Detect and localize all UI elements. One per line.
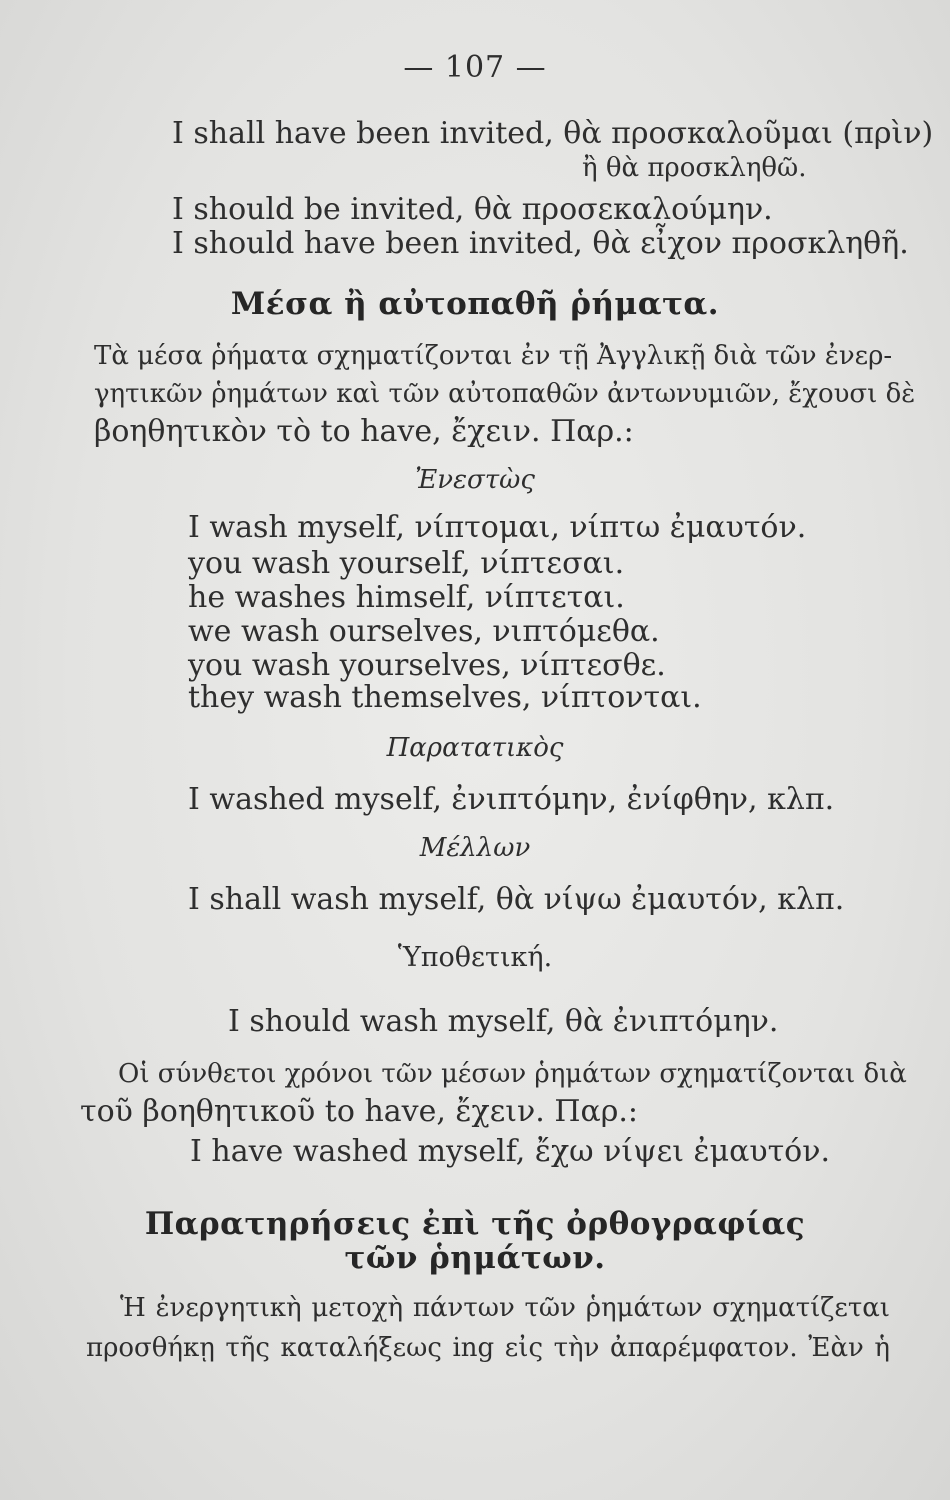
- section-heading: Μέσα ἢ αὐτοπαθῆ ῥήματα.: [230, 286, 720, 322]
- paragraph-line: προσθήκῃ τῆς καταλήξεως ing εἰς τὴν ἀπαρέμφατον. Ἐὰν ἡ: [86, 1333, 890, 1363]
- paragraph-line: γητικῶν ῥημάτων καὶ τῶν αὐτοπαθῶν ἀντωνυμιῶν, ἔχουσι δὲ: [94, 379, 916, 409]
- conjugation-line: they wash themselves, νίπτονται.: [188, 680, 702, 715]
- conjugation-line: you wash yourselves, νίπτεσθε.: [188, 648, 666, 683]
- paragraph-line: βοηθητικὸν τὸ to have, ἔχειν. Παρ.:: [94, 414, 634, 449]
- conjugation-line: you wash yourself, νίπτεσαι.: [188, 546, 625, 581]
- conjugation-line: he washes himself, νίπτεται.: [188, 580, 625, 615]
- paragraph-line: Ἡ ἐνεργητικὴ μετοχὴ πάντων τῶν ῥημάτων σχηματίζεται: [120, 1293, 890, 1323]
- text-line: I should have been invited, θὰ εἶχον προσκληθῆ.: [172, 226, 909, 261]
- paragraph-line: Τὰ μέσα ῥήματα σχηματίζονται ἐν τῇ Ἀγγλικῇ διὰ τῶν ἐνερ-: [94, 341, 893, 371]
- conjugation-line: we wash ourselves, νιπτόμεθα.: [188, 614, 660, 649]
- tense-heading: Παρατατικὸς: [386, 733, 564, 763]
- text-line: I should be invited, θὰ προσεκαλούμην.: [172, 192, 773, 227]
- conjugation-line: I should wash myself, θὰ ἐνιπτόμην.: [228, 1004, 779, 1039]
- section-heading: τῶν ῥημάτων.: [344, 1240, 606, 1276]
- conjugation-line: I shall wash myself, θὰ νίψω ἐμαυτόν, κλπ.: [188, 882, 845, 917]
- conjugation-line: I wash myself, νίπτομαι, νίπτω ἐμαυτόν.: [188, 510, 807, 545]
- section-heading: Παρατηρήσεις ἐπὶ τῆς ὀρθογραφίας: [144, 1206, 806, 1242]
- conjugation-line: I have washed myself, ἔχω νίψει ἐμαυτόν.: [190, 1134, 831, 1169]
- tense-heading: Ὑποθετική.: [397, 942, 553, 973]
- paragraph-line: Οἱ σύνθετοι χρόνοι τῶν μέσων ῥημάτων σχηματίζονται διὰ: [118, 1059, 907, 1089]
- tense-heading: Μέλλων: [419, 833, 531, 863]
- tense-heading: Ἐνεστὼς: [415, 465, 535, 495]
- conjugation-line: I washed myself, ἐνιπτόμην, ἐνίφθην, κλπ.: [188, 782, 835, 817]
- text-line: I shall have been invited, θὰ προσκαλοῦμαι (πρὶν): [172, 116, 934, 151]
- paragraph-line: τοῦ βοηθητικοῦ to have, ἔχειν. Παρ.:: [80, 1094, 639, 1129]
- page-number: — 107 —: [403, 50, 547, 85]
- text-line: ἢ θὰ προσκληθῶ.: [582, 153, 807, 183]
